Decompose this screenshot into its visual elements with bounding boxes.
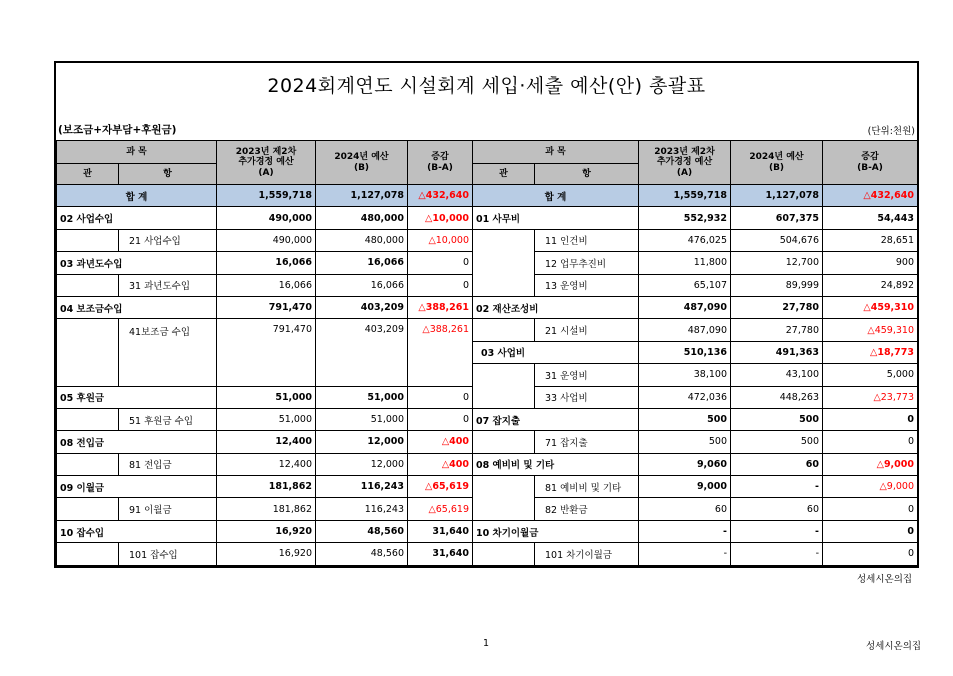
cell-a: 11,800 [639, 252, 731, 274]
income-gwan: 08 전입금 [57, 431, 217, 453]
cell-b: 51,000 [316, 386, 408, 408]
cell-diff: △9,000 [823, 453, 918, 475]
table-row [57, 520, 918, 542]
cell-b: - [731, 543, 823, 565]
cell-b: 60 [731, 453, 823, 475]
income-hang: 51 후원금 수입 [119, 408, 217, 430]
cell-b: 480,000 [316, 207, 408, 229]
cell-a: 16,920 [217, 520, 316, 542]
cell-a: 51,000 [217, 386, 316, 408]
cell-b: 12,000 [316, 431, 408, 453]
empty-gwan [57, 543, 119, 565]
cell-diff: △65,619 [408, 476, 473, 498]
expense-hang: 81 예비비 및 기타 [535, 476, 639, 498]
cell-b: - [731, 520, 823, 542]
cell-diff: 0 [823, 498, 918, 520]
cell-a: 9,000 [639, 476, 731, 498]
cell-b: 27,780 [731, 296, 823, 318]
cell-b: 491,363 [731, 341, 823, 363]
cell-a: - [639, 520, 731, 542]
cell-a: 9,060 [639, 453, 731, 475]
cell-b: 448,263 [731, 386, 823, 408]
cell-b: 60 [731, 498, 823, 520]
cell-b: 48,560 [316, 520, 408, 542]
subtitle: (보조금+자부담+후원금) [58, 124, 177, 136]
expense-gwan: 08 예비비 및 기타 [473, 453, 639, 475]
income-gwan: 03 과년도수입 [57, 252, 217, 274]
cell-a: 476,025 [639, 229, 731, 251]
cell-diff: 0 [408, 274, 473, 296]
table-row [57, 543, 918, 565]
cell-a: 487,090 [639, 296, 731, 318]
expense-total-diff: △432,640 [823, 185, 918, 207]
header-hang-left: 항 [119, 164, 217, 185]
expense-hang: 101 차기이월금 [535, 543, 639, 565]
cell-a: 791,470 [217, 319, 316, 386]
income-hang: 101 잡수입 [119, 543, 217, 565]
expense-hang: 13 운영비 [535, 274, 639, 296]
income-gwan: 09 이월금 [57, 476, 217, 498]
cell-b: 607,375 [731, 207, 823, 229]
footer-org: 성세시온의집 [866, 641, 922, 652]
expense-total-a: 1,559,718 [639, 185, 731, 207]
header-gwamok-right: 과 목 [473, 141, 639, 164]
income-total-a: 1,559,718 [217, 185, 316, 207]
cell-a: 181,862 [217, 476, 316, 498]
income-gwan: 05 후원금 [57, 386, 217, 408]
cell-a: 510,136 [639, 341, 731, 363]
cell-diff: △10,000 [408, 229, 473, 251]
income-total-diff: △432,640 [408, 185, 473, 207]
cell-diff: 54,443 [823, 207, 918, 229]
header-gwan-right: 관 [473, 164, 535, 185]
income-gwan: 04 보조금수입 [57, 296, 217, 318]
table-row [57, 229, 918, 251]
header-prev-budget-right: 2023년 제2차 추가경정 예산 (A) [639, 141, 731, 185]
cell-b: 43,100 [731, 364, 823, 386]
income-hang: 31 과년도수입 [119, 274, 217, 296]
cell-diff: 5,000 [823, 364, 918, 386]
cell-a: 487,090 [639, 319, 731, 341]
empty-gwan [473, 543, 535, 565]
cell-diff: 0 [823, 408, 918, 430]
cell-diff: △65,619 [408, 498, 473, 520]
empty-gwan [57, 229, 119, 251]
cell-a: 791,470 [217, 296, 316, 318]
budget-table [56, 140, 918, 566]
cell-b: 12,000 [316, 453, 408, 475]
cell-a: 16,920 [217, 543, 316, 565]
cell-a: 500 [639, 408, 731, 430]
income-gwan: 10 잡수입 [57, 520, 217, 542]
income-total-label: 합 계 [57, 185, 217, 207]
expense-hang: 11 인건비 [535, 229, 639, 251]
income-hang: 21 사업수입 [119, 229, 217, 251]
expense-gwan: 07 잡지출 [473, 408, 639, 430]
cell-diff: 28,651 [823, 229, 918, 251]
empty-gwan [57, 408, 119, 430]
cell-a: 12,400 [217, 453, 316, 475]
cell-diff: 31,640 [408, 543, 473, 565]
cell-a: 65,107 [639, 274, 731, 296]
cell-diff: △459,310 [823, 319, 918, 341]
expense-total-label: 합 계 [473, 185, 639, 207]
expense-gwan: 10 차기이월금 [473, 520, 639, 542]
empty-gwan [473, 364, 535, 409]
empty-gwan [57, 274, 119, 296]
header-gwamok-left: 과 목 [57, 141, 217, 164]
cell-b: 500 [731, 431, 823, 453]
income-hang: 41보조금 수입 [119, 319, 217, 386]
empty-gwan [473, 476, 535, 521]
page-number: 1 [483, 638, 490, 649]
cell-b: 16,066 [316, 252, 408, 274]
cell-diff: △18,773 [823, 341, 918, 363]
cell-diff: △459,310 [823, 296, 918, 318]
income-hang: 81 전입금 [119, 453, 217, 475]
empty-gwan [57, 453, 119, 475]
cell-a: 552,932 [639, 207, 731, 229]
cell-a: - [639, 543, 731, 565]
cell-b: 89,999 [731, 274, 823, 296]
cell-a: 16,066 [217, 274, 316, 296]
income-hang: 91 이월금 [119, 498, 217, 520]
empty-gwan [473, 229, 535, 296]
header-gwan-left: 관 [57, 164, 119, 185]
table-row [57, 431, 918, 453]
cell-a: 51,000 [217, 408, 316, 430]
cell-diff: 0 [823, 431, 918, 453]
table-footnote: 성세시온의집 [857, 574, 913, 585]
cell-diff: △10,000 [408, 207, 473, 229]
cell-a: 490,000 [217, 229, 316, 251]
cell-diff: △9,000 [823, 476, 918, 498]
expense-gwan: 02 재산조성비 [473, 296, 639, 318]
cell-diff: 0 [408, 252, 473, 274]
cell-b: - [731, 476, 823, 498]
cell-b: 403,209 [316, 296, 408, 318]
cell-diff: 0 [408, 386, 473, 408]
cell-diff: △388,261 [408, 296, 473, 318]
empty-gwan [473, 319, 535, 341]
expense-hang: 12 업무추진비 [535, 252, 639, 274]
cell-diff: △388,261 [408, 319, 473, 386]
header-prev-budget-left: 2023년 제2차 추가경정 예산 (A) [217, 141, 316, 185]
cell-b: 51,000 [316, 408, 408, 430]
empty-gwan [57, 498, 119, 520]
header-change-right: 증감 (B-A) [823, 141, 918, 185]
income-total-b: 1,127,078 [316, 185, 408, 207]
cell-b: 16,066 [316, 274, 408, 296]
cell-b: 116,243 [316, 498, 408, 520]
cell-diff: 900 [823, 252, 918, 274]
table-row [57, 296, 918, 318]
cell-diff: △400 [408, 453, 473, 475]
cell-b: 116,243 [316, 476, 408, 498]
cell-a: 500 [639, 431, 731, 453]
table-row [57, 476, 918, 498]
cell-a: 12,400 [217, 431, 316, 453]
cell-diff: △23,773 [823, 386, 918, 408]
expense-hang: 82 반환금 [535, 498, 639, 520]
cell-a: 181,862 [217, 498, 316, 520]
expense-total-b: 1,127,078 [731, 185, 823, 207]
cell-diff: 0 [408, 408, 473, 430]
total-row [57, 185, 918, 207]
table-row [57, 408, 918, 430]
table-row [57, 207, 918, 229]
expense-hang: 21 시설비 [535, 319, 639, 341]
cell-diff: 0 [823, 520, 918, 542]
header-cur-budget-left: 2024년 예산 (B) [316, 141, 408, 185]
cell-a: 60 [639, 498, 731, 520]
cell-diff: 24,892 [823, 274, 918, 296]
income-gwan: 02 사업수입 [57, 207, 217, 229]
cell-b: 12,700 [731, 252, 823, 274]
cell-a: 38,100 [639, 364, 731, 386]
header-cur-budget-right: 2024년 예산 (B) [731, 141, 823, 185]
cell-a: 490,000 [217, 207, 316, 229]
empty-gwan [473, 431, 535, 453]
expense-hang: 71 잡지출 [535, 431, 639, 453]
table-row [57, 319, 918, 341]
cell-b: 500 [731, 408, 823, 430]
cell-b: 27,780 [731, 319, 823, 341]
cell-b: 480,000 [316, 229, 408, 251]
empty-gwan [57, 319, 119, 386]
page-title: 2024회계연도 시설회계 세입·세출 예산(안) 총괄표 [267, 75, 706, 97]
unit-label: (단위:천원) [867, 126, 915, 137]
header-change-left: 증감 (B-A) [408, 141, 473, 185]
cell-b: 403,209 [316, 319, 408, 386]
cell-b: 48,560 [316, 543, 408, 565]
cell-b: 504,676 [731, 229, 823, 251]
cell-diff: 31,640 [408, 520, 473, 542]
expense-hang: 31 운영비 [535, 364, 639, 386]
header-hang-right: 항 [535, 164, 639, 185]
cell-a: 16,066 [217, 252, 316, 274]
expense-gwan: 01 사무비 [473, 207, 639, 229]
expense-hang: 33 사업비 [535, 386, 639, 408]
budget-summary-frame [54, 61, 919, 568]
cell-a: 472,036 [639, 386, 731, 408]
cell-diff: 0 [823, 543, 918, 565]
expense-gwan: 03 사업비 [473, 341, 639, 363]
table-row [57, 453, 918, 475]
cell-diff: △400 [408, 431, 473, 453]
